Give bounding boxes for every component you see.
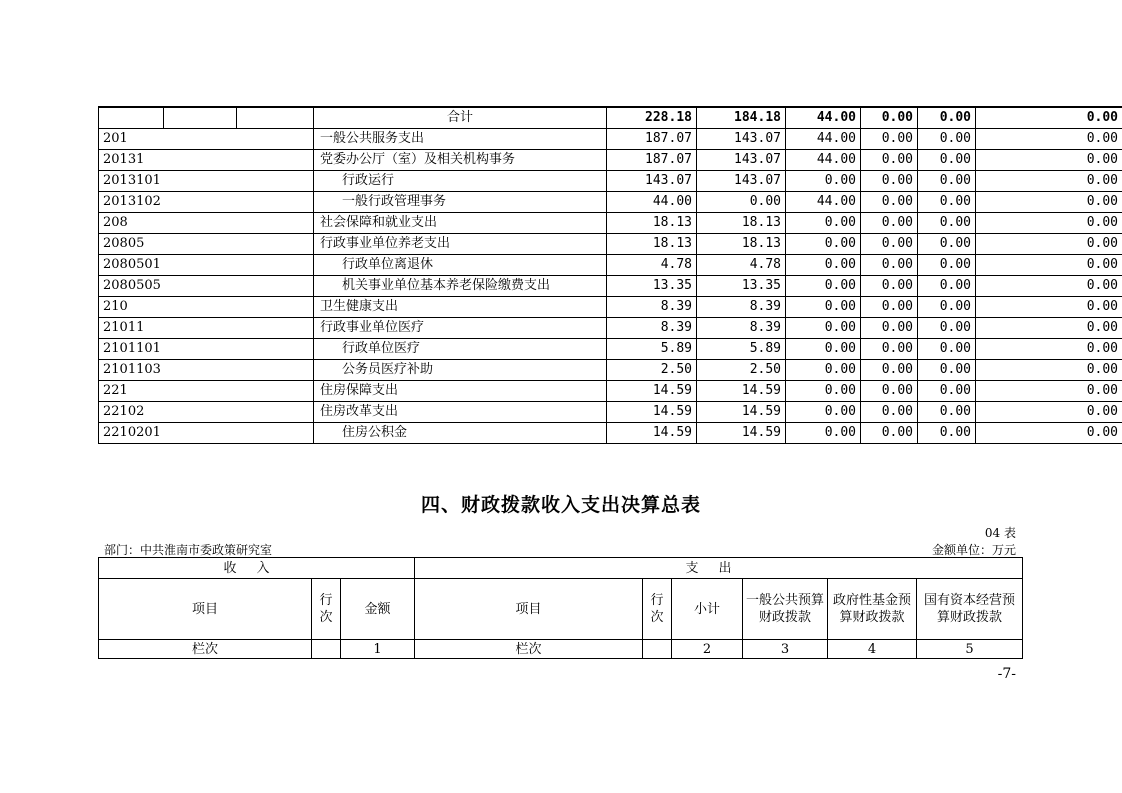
amount-cell: 0.00 [861,171,918,192]
table-row [99,171,1122,192]
amount-cell: 0.00 [861,129,918,150]
amount-cell: 0.00 [861,276,918,297]
amount-cell: 0.00 [918,360,976,381]
amount-cell: 13.35 [607,276,697,297]
amount-cell: 0.00 [786,381,861,402]
amount-cell: 143.07 [697,171,786,192]
account-code: 2101101 [99,339,314,360]
amount-cell: 0.00 [976,318,1122,339]
amount-cell: 0.00 [786,276,861,297]
amount-cell: 14.59 [607,381,697,402]
col-number: 1 [341,640,415,659]
account-name: 住房公积金 [314,423,607,444]
amount-cell: 0.00 [918,402,976,423]
income-amount-header: 金额 [341,579,415,640]
total-value: 228.18 [607,107,697,129]
amount-cell: 0.00 [786,297,861,318]
amount-cell: 0.00 [861,150,918,171]
account-name: 住房改革支出 [314,402,607,423]
amount-cell: 0.00 [861,213,918,234]
amount-cell: 13.35 [697,276,786,297]
table-row [99,234,1122,255]
amount-cell: 18.13 [607,234,697,255]
amount-cell: 0.00 [918,381,976,402]
amount-cell: 143.07 [697,129,786,150]
amount-cell: 8.39 [607,318,697,339]
amount-cell: 0.00 [918,150,976,171]
code-segment-3 [237,107,314,129]
account-code: 2210201 [99,423,314,444]
account-name: 卫生健康支出 [314,297,607,318]
amount-cell: 0.00 [786,213,861,234]
amount-cell: 0.00 [861,423,918,444]
amount-cell: 0.00 [976,360,1122,381]
table-row [99,339,1122,360]
amount-cell: 0.00 [861,318,918,339]
amount-cell: 0.00 [786,255,861,276]
amount-cell: 18.13 [697,213,786,234]
amount-cell: 0.00 [861,234,918,255]
amount-cell: 0.00 [861,255,918,276]
amount-cell: 0.00 [861,360,918,381]
col-number: 4 [828,640,917,659]
account-name: 党委办公厅（室）及相关机构事务 [314,150,607,171]
amount-cell: 8.39 [697,297,786,318]
account-name: 住房保障支出 [314,381,607,402]
account-code: 20805 [99,234,314,255]
account-code: 221 [99,381,314,402]
department-label: 部门：中共淮南市委政策研究室 [104,543,273,557]
amount-cell: 0.00 [976,402,1122,423]
income-header: 收入 [99,558,415,579]
col-number: 3 [743,640,828,659]
account-code: 20131 [99,150,314,171]
amount-cell: 14.59 [697,423,786,444]
amount-cell: 5.89 [697,339,786,360]
account-name: 机关事业单位基本养老保险缴费支出 [314,276,607,297]
total-value: 0.00 [861,107,918,129]
amount-cell: 18.13 [697,234,786,255]
account-name: 行政事业单位医疗 [314,318,607,339]
amount-cell: 0.00 [918,234,976,255]
account-code: 201 [99,129,314,150]
amount-cell: 0.00 [976,297,1122,318]
section-title: 四、财政拨款收入支出决算总表 [420,494,701,516]
table-number: 04 表 [984,526,1016,540]
amount-cell: 0.00 [918,255,976,276]
expense-header: 支出 [415,558,1023,579]
amount-cell: 14.59 [697,381,786,402]
account-code: 2013102 [99,192,314,213]
table-row [99,297,1122,318]
subtotal-header: 小计 [672,579,743,640]
amount-cell: 0.00 [786,360,861,381]
amount-cell: 0.00 [861,297,918,318]
total-label: 合计 [314,107,607,129]
amount-cell: 2.50 [697,360,786,381]
amount-cell: 8.39 [607,297,697,318]
amount-cell: 0.00 [786,423,861,444]
col-label: 栏次 [99,640,312,659]
amount-cell: 0.00 [976,171,1122,192]
account-code: 2080505 [99,276,314,297]
income-item-header: 项目 [99,579,312,640]
table-row [99,192,1122,213]
amount-cell: 0.00 [976,423,1122,444]
page-number: -7- [997,666,1016,682]
amount-cell: 4.78 [607,255,697,276]
amount-cell: 0.00 [861,339,918,360]
gov-fund-header: 政府性基金预算财政拨款 [828,579,917,640]
account-name: 行政单位离退休 [314,255,607,276]
col-number: 2 [672,640,743,659]
total-value: 44.00 [786,107,861,129]
col-blank [312,640,341,659]
account-code: 2080501 [99,255,314,276]
account-code: 21011 [99,318,314,339]
amount-cell: 0.00 [976,213,1122,234]
account-name: 公务员医疗补助 [314,360,607,381]
account-code: 210 [99,297,314,318]
expenditure-detail-table [98,106,1122,444]
amount-cell: 0.00 [918,192,976,213]
amount-cell: 0.00 [976,192,1122,213]
amount-cell: 0.00 [976,129,1122,150]
amount-cell: 187.07 [607,150,697,171]
unit-label: 金额单位：万元 [931,543,1016,557]
amount-cell: 0.00 [918,276,976,297]
amount-cell: 0.00 [918,129,976,150]
table-row [99,150,1122,171]
amount-cell: 0.00 [918,213,976,234]
account-name: 社会保障和就业支出 [314,213,607,234]
amount-cell: 44.00 [786,192,861,213]
amount-cell: 143.07 [697,150,786,171]
general-budget-header: 一般公共预算财政拨款 [743,579,828,640]
state-capital-header: 国有资本经营预算财政拨款 [917,579,1023,640]
amount-cell: 44.00 [786,150,861,171]
col-number: 5 [917,640,1023,659]
table-row [99,402,1122,423]
table-row [99,213,1122,234]
amount-cell: 0.00 [976,381,1122,402]
amount-cell: 0.00 [918,297,976,318]
amount-cell: 44.00 [786,129,861,150]
expenditure-table-body [99,107,1122,444]
amount-cell: 0.00 [976,276,1122,297]
amount-cell: 5.89 [607,339,697,360]
table-row [99,129,1122,150]
expense-item-header: 项目 [415,579,643,640]
total-row [99,107,1122,129]
table-row [99,423,1122,444]
amount-cell: 0.00 [976,255,1122,276]
amount-cell: 0.00 [976,339,1122,360]
amount-cell: 0.00 [976,234,1122,255]
amount-cell: 187.07 [607,129,697,150]
amount-cell: 18.13 [607,213,697,234]
amount-cell: 0.00 [861,192,918,213]
amount-cell: 0.00 [786,402,861,423]
amount-cell: 0.00 [918,171,976,192]
income-row-no-header: 行次 [312,579,341,640]
table-row [99,360,1122,381]
table-row [99,318,1122,339]
amount-cell: 0.00 [861,402,918,423]
amount-cell: 2.50 [607,360,697,381]
amount-cell: 0.00 [786,339,861,360]
header-row-income-expense [99,558,1023,579]
amount-cell: 0.00 [786,234,861,255]
amount-cell: 0.00 [918,423,976,444]
account-code: 2101103 [99,360,314,381]
expense-row-no-header: 行次 [643,579,672,640]
amount-cell: 0.00 [918,318,976,339]
total-value: 184.18 [697,107,786,129]
amount-cell: 44.00 [607,192,697,213]
total-value: 0.00 [976,107,1122,129]
table-row [99,381,1122,402]
amount-cell: 0.00 [697,192,786,213]
column-number-row [99,640,1023,659]
code-segment-2 [164,107,237,129]
account-code: 208 [99,213,314,234]
total-value: 0.00 [918,107,976,129]
table-row [99,276,1122,297]
account-name: 一般公共服务支出 [314,129,607,150]
col-blank [643,640,672,659]
fiscal-summary-table [98,557,1023,659]
amount-cell: 0.00 [918,339,976,360]
account-name: 行政单位医疗 [314,339,607,360]
account-code: 2013101 [99,171,314,192]
amount-cell: 14.59 [607,402,697,423]
amount-cell: 14.59 [697,402,786,423]
amount-cell: 14.59 [607,423,697,444]
amount-cell: 4.78 [697,255,786,276]
code-segment-1 [99,107,164,129]
account-name: 行政运行 [314,171,607,192]
amount-cell: 0.00 [786,318,861,339]
account-name: 一般行政管理事务 [314,192,607,213]
account-code: 22102 [99,402,314,423]
table-row [99,255,1122,276]
amount-cell: 0.00 [861,381,918,402]
amount-cell: 0.00 [976,150,1122,171]
amount-cell: 0.00 [786,171,861,192]
amount-cell: 143.07 [607,171,697,192]
col-label: 栏次 [415,640,643,659]
amount-cell: 8.39 [697,318,786,339]
header-row-columns [99,579,1023,640]
account-name: 行政事业单位养老支出 [314,234,607,255]
